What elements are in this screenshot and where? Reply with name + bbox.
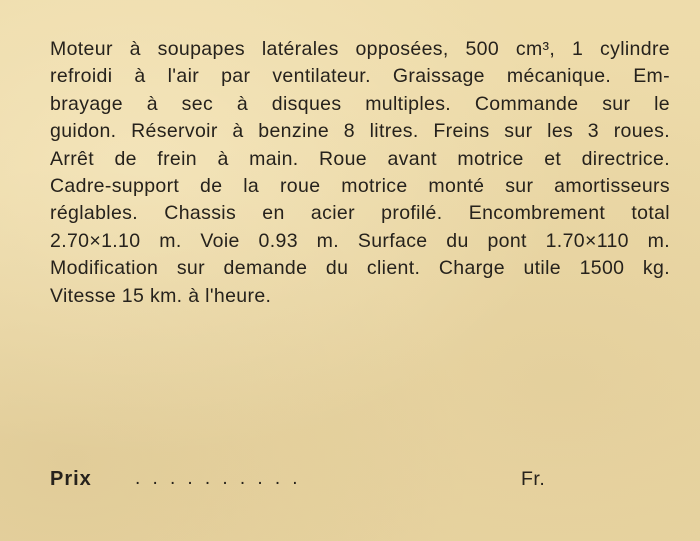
spec-line: 2.70×1.10 m. Voie 0.93 m. Surface du pont 1.70×110 m. — [50, 229, 670, 252]
price-row — [50, 464, 570, 494]
price-dot-leader: .......... — [135, 468, 310, 489]
specification-paragraph — [50, 36, 670, 310]
spec-line: Arrêt de frein à main. Roue avant motrice et directrice. — [50, 147, 670, 170]
spec-line: guidon. Réservoir à benzine 8 litres. Freins sur les 3 roues. — [50, 120, 670, 143]
spec-line: brayage à sec à disques multiples. Commande sur le — [50, 92, 670, 115]
spec-line: refroidi à l'air par ventilateur. Graissage mécanique. Em- — [50, 65, 670, 88]
spec-line: Vitesse 15 km. à l'heure. — [50, 284, 272, 307]
spec-line: Cadre-support de la roue motrice monté sur amortisseurs — [50, 175, 670, 198]
price-label: Prix — [50, 468, 92, 490]
price-currency: Fr. — [521, 468, 546, 490]
spec-line: Modification sur demande du client. Charge utile 1500 kg. — [50, 257, 670, 280]
spec-line: Moteur à soupapes latérales opposées, 500 cm³, 1 cylindre — [50, 38, 670, 60]
spec-line: réglables. Chassis en acier profilé. Encombrement total — [50, 202, 670, 225]
